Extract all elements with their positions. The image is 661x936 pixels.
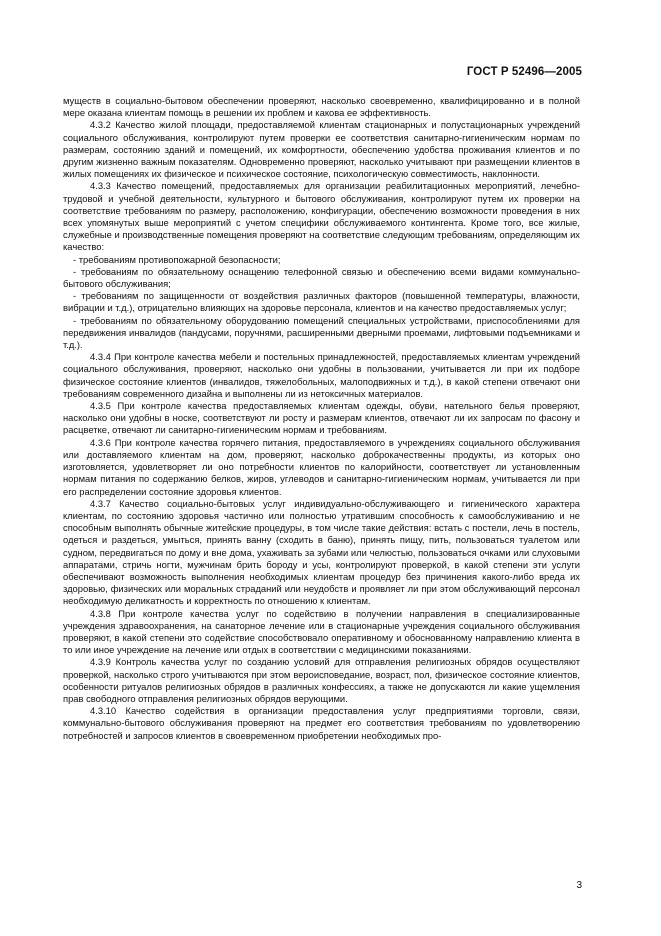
list-item: - требованиям по обязательному оснащению телефонной связью и обеспечению всеми видами коммунально-бытового обслуживания; <box>63 265 580 290</box>
list-item: - требованиям по обязательному оборудованию помещений специальных устройствами, приспособлениями для передвижения инвалидов (пандусами, поручнями, расширенными дверными проемами, лифтовыми подъемниками и т.д.). <box>63 314 580 351</box>
paragraph-4-3-9: 4.3.9 Контроль качества услуг по созданию условий для отправления религиозных обрядов осуществляют проверкой, насколько строго учитываются при этом вероисповедание, возраст, пол, физическое состояние клиентов, особенности ритуалов религиозных обрядов в различных конфессиях, а также не допускаются ли какие ущемления прав свободного отправления религиозных обрядов верующими. <box>63 656 580 704</box>
paragraph-4-3-7: 4.3.7 Качество социально-бытовых услуг индивидуально-обслуживающего и гигиенического характера клиентам, по состоянию здоровья частично или полностью утратившим способность к самообслуживанию и не способным выполнять обычные житейские процедуры, в том числе такие действия: встать с постели, лечь в постель, одеться и раздеться, умыться, принять ванну (сходить в баню), принять пищу, пить, пользоваться туалетом или судном, передвигаться по дому и вне дома, ухаживать за зубами или челюстью, пользоваться очками или слуховыми аппаратами, стричь ногти, мужчинам брить бороду и усы, контролируют проверкой, в какой степени эти услуги обеспечивают возможность выполнения необходимых клиентам процедур без причинения какого-либо вреда их здоровью, физических или моральных страданий или неудобств и проявляет ли при этом обслуживающий персонал необходимую деликатность и корректность по отношению к клиентам. <box>63 497 580 607</box>
document-header: ГОСТ Р 52496—2005 <box>466 66 582 78</box>
paragraph-4-3-2: 4.3.2 Качество жилой площади, предоставляемой клиентам стационарных и полустационарных учреждений социального обслуживания, контролируют путем проверки ее соответствия санитарно-гигиеническим нормам по размерам, состоянию зданий и помещений, их комфортности, обеспечению удобства проживания клиентов и по другим жизненно важным показателям. Одновременно проверяют, насколько учитывают при размещении клиентов в жилых помещениях их физическое и психическое состояние, психологическую совместимость, наклонности. <box>63 119 580 180</box>
paragraph-continuation: муществ в социально-бытовом обеспечении проверяют, насколько своевременно, квалифицированно и в полной мере оказана клиентам помощь в решении их проблем и какова ее эффективность. <box>63 95 580 119</box>
paragraph-4-3-4: 4.3.4 При контроле качества мебели и постельных принадлежностей, предоставляемых клиентам учреждений социального обслуживания, проверяют, насколько они удобны в пользовании, учитывается ли при их подборе физическое состояние клиентов (инвалидов, тяжелобольных, малоподвижных и т.д.), в какой степени отвечают они требованиям современного дизайна и выполнены ли из нетоксичных материалов. <box>63 351 580 399</box>
document-body <box>63 95 580 742</box>
paragraph-4-3-6: 4.3.6 При контроле качества горячего питания, предоставляемого в учреждениях социального обслуживания или доставляемого клиентам на дом, проверяют, насколько доброкачественны продукты, из которых оно изготовляется, удовлетворяет ли оно потребности клиентов по калорийности, соответствует ли установленным нормам питания по содержанию белков, жиров, углеводов и санитарно-гигиеническим нормам, учитывается ли при его распределении состояние здоровья клиентов. <box>63 436 580 497</box>
paragraph-4-3-3: 4.3.3 Качество помещений, предоставляемых для организации реабилитационных мероприятий, лечебно-трудовой и учебной деятельности, культурного и бытового обслуживания, контролируют путем их проверки на соответствие требованиям по размеру, расположению, конфигурации, обеспечению возможности проведения в них всех упомянутых выше мероприятий с учетом специфики обслуживаемого контингента. Кроме того, все жилые, служебные и производственные помещения проверяют на соответствие следующим требованиям, определяющим их качество: <box>63 180 580 253</box>
paragraph-4-3-8: 4.3.8 При контроле качества услуг по содействию в получении направления в специализированные учреждения здравоохранения, на санаторное лечение или в стационарные учреждения социального обслуживания проверяют, в какой степени это содействие способствовало оперативному и обоснованному направлению клиента в то или иное учреждение на лечение или отдых в соответствии с медицинскими показаниями. <box>63 607 580 656</box>
list-item: - требованиям по защищенности от воздействия различных факторов (повышенной температуры, влажности, вибрации и т.д.), отрицательно влияющих на здоровье персонала, клиентов и на качество предоставляемых услуг; <box>63 290 580 314</box>
paragraph-4-3-10: 4.3.10 Качество содействия в организации предоставления услуг предприятиями торговли, связи, коммунально-бытового обслуживания проверяют на предмет его соответствия требованиям по удовлетворению потребностей и запросов клиентов в своевременном приобретении необходимых про- <box>63 705 580 741</box>
page-number: 3 <box>576 880 582 891</box>
paragraph-4-3-5: 4.3.5 При контроле качества предоставляемых клиентам одежды, обуви, нательного белья проверяют, насколько они удобны в носке, соответствуют ли росту и размерам клиентов, отвечают ли их запросам по фасону и расцветке, отвечают ли санитарно-гигиеническим нормам и требованиям. <box>63 400 580 436</box>
list-item: - требованиям противопожарной безопасности; <box>73 253 281 265</box>
